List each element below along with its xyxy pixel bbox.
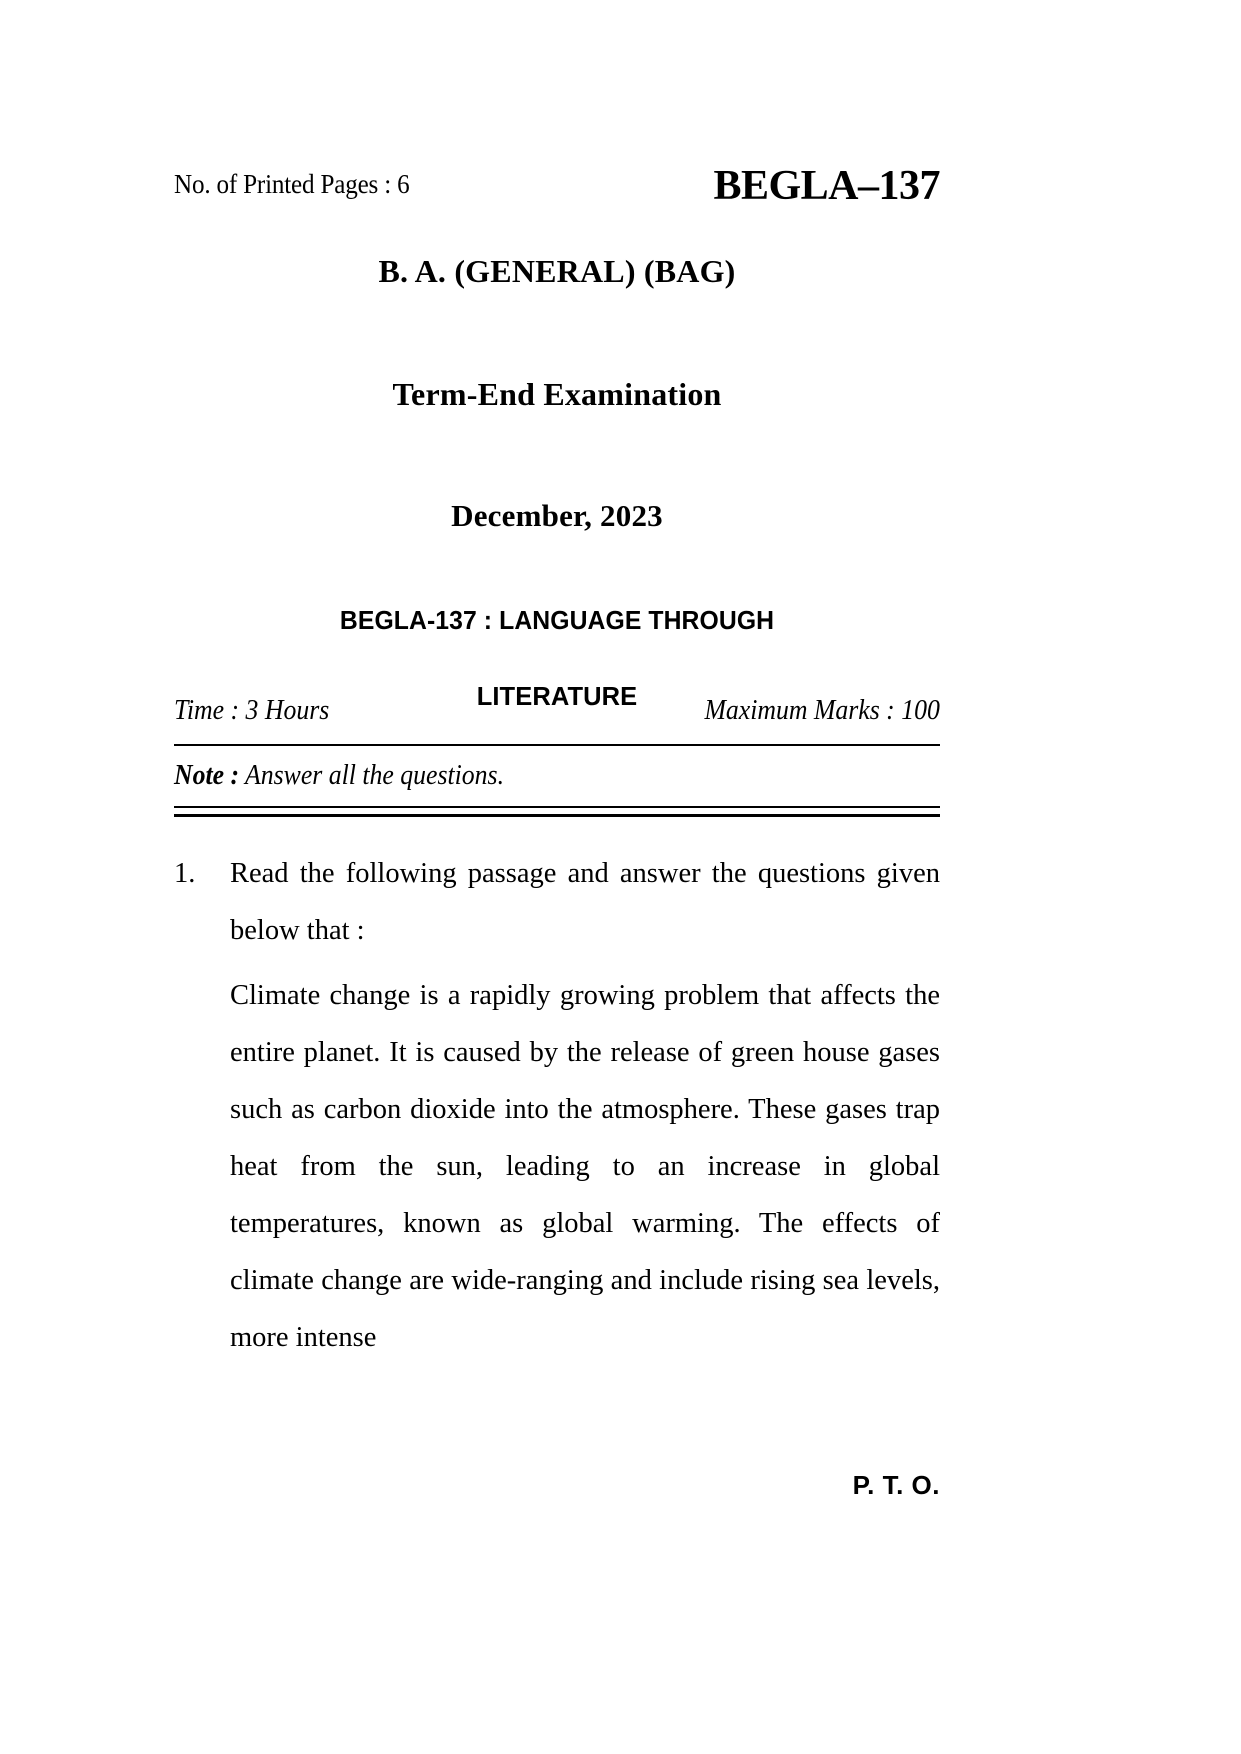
examination-title: Term-End Examination	[392, 376, 722, 412]
time-allowed-label: Time : 3 Hours	[174, 695, 330, 726]
title-block	[174, 255, 940, 710]
subject-title-line-2: LITERATURE	[476, 682, 638, 711]
note-row	[174, 760, 940, 796]
exam-meta-row	[174, 697, 940, 733]
note-rule-bottom	[174, 806, 940, 817]
question-1-prompt: Read the following passage and answer the questions given below that :	[230, 858, 940, 946]
page-header	[174, 165, 940, 213]
course-code-heading: BEGLA–137	[713, 163, 940, 209]
maximum-marks-label: Maximum Marks : 100	[704, 695, 940, 726]
note-rule-top	[174, 744, 940, 746]
question-1-block	[174, 845, 940, 1366]
note-text: Answer all the questions.	[244, 760, 504, 791]
page-turn-over-label: P. T. O.	[852, 1470, 940, 1500]
note-label: Note :	[174, 760, 240, 791]
subject-title-line-1: BEGLA-137 : LANGUAGE THROUGH	[339, 607, 775, 635]
question-1-passage: Climate change is a rapidly growing problem that affects the entire planet. It is caused by the release of green house gases such as carbon dioxide into the atmosphere. These gases trap heat from the sun, leading to an increase in global temperatures, known as global warming. The effects of climate change are wide-ranging and include rising sea levels, more intense	[230, 980, 940, 1353]
degree-title: B. A. (GENERAL) (BAG)	[378, 253, 736, 289]
printed-pages-label: No. of Printed Pages : 6	[174, 169, 410, 199]
question-1-number: 1.	[174, 858, 196, 889]
exam-session-title: December, 2023	[451, 498, 663, 533]
question-1-prompt-row	[174, 845, 940, 959]
